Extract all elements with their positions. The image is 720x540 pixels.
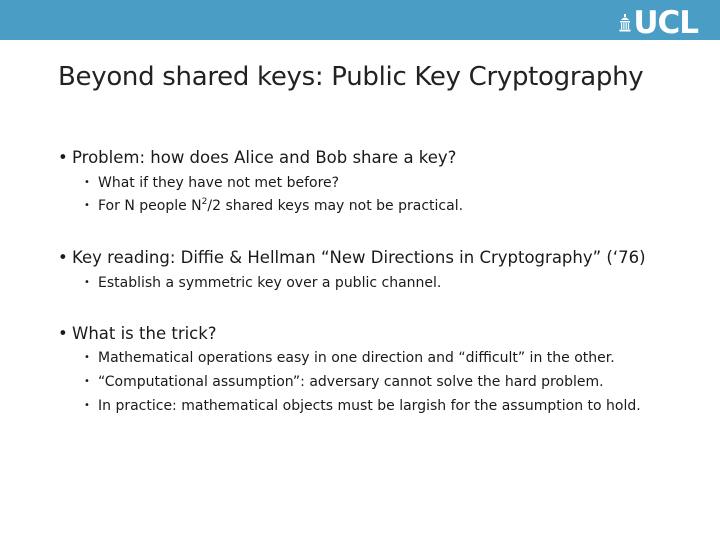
sub-bullet	[84, 350, 615, 366]
bullet-icon: •	[58, 248, 68, 267]
bullet-icon: •	[84, 200, 90, 211]
logo-text: UCL	[633, 5, 698, 41]
sub-bullet	[84, 374, 604, 390]
bullet-icon: •	[84, 177, 90, 188]
sub-bullet-text: Establish a symmetric key over a public channel.	[98, 275, 442, 291]
bullet-icon: •	[84, 376, 90, 387]
bullet-key-reading	[58, 248, 646, 267]
bullet-icon: •	[58, 324, 68, 343]
bullet-icon: •	[84, 352, 90, 363]
portico-icon	[619, 14, 631, 32]
sub-bullet	[84, 198, 463, 214]
sub-bullet	[84, 175, 339, 191]
sub-bullet	[84, 275, 441, 291]
sub-bullet-text: “Computational assumption”: adversary cannot solve the hard problem.	[98, 374, 604, 390]
sub-bullet-text: In practice: mathematical objects must be largish for the assumption to hold.	[98, 398, 641, 414]
bullet-trick	[58, 324, 217, 343]
sub-bullet-text-post: /2 shared keys may not be practical.	[207, 198, 464, 214]
bullet-text: Problem: how does Alice and Bob share a key?	[72, 148, 457, 167]
sub-bullet	[84, 398, 641, 414]
sub-bullet-text: Mathematical operations easy in one direction and “difficult” in the other.	[98, 350, 615, 366]
bullet-problem	[58, 148, 456, 167]
slide-title: Beyond shared keys: Public Key Cryptography	[58, 62, 644, 92]
sub-bullet-superscript: 2	[201, 197, 208, 207]
bullet-icon: •	[84, 400, 90, 411]
bullet-icon: •	[84, 277, 90, 288]
sub-bullet-text-pre: For N people N	[98, 198, 202, 214]
header-bar	[0, 0, 720, 40]
bullet-text: Key reading: Diffie & Hellman “New Directions in Cryptography” (‘76)	[72, 248, 646, 267]
sub-bullet-text: What if they have not met before?	[98, 175, 340, 191]
bullet-icon: •	[58, 148, 68, 167]
ucl-logo	[619, 6, 698, 40]
bullet-text: What is the trick?	[72, 324, 217, 343]
